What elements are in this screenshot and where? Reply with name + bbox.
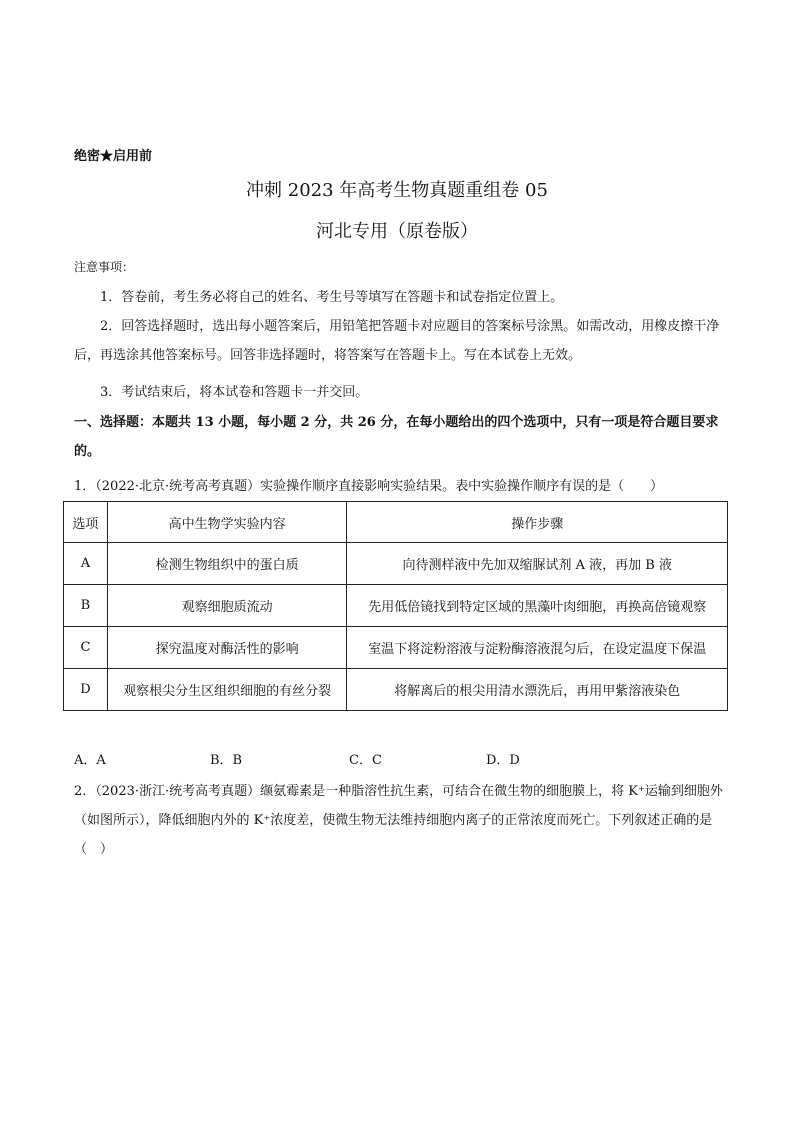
table-cell: 将解离后的根尖用清水漂洗后，再用甲紫溶液染色 (347, 669, 728, 711)
notice-item-3: 3．考试结束后，将本试卷和答题卡一并交回。 (100, 385, 369, 400)
table-cell: 室温下将淀粉溶液与淀粉酶溶液混匀后，在设定温度下保温 (347, 627, 728, 669)
table-row (64, 585, 728, 627)
question-2-stem: 2．（2023·浙江·统考高考真题）缬氨霉素是一种脂溶性抗生素，可结合在微生物的细胞膜上，将 K⁺运输到细胞外（如图所示），降低细胞内外的 K⁺浓度差，使微生物无法维持细胞内离子的正常浓度而死亡。下列叙述正确的是（ ） (74, 784, 723, 857)
table-cell: C (64, 627, 108, 669)
table-cell: 先用低倍镜找到特定区域的黑藻叶肉细胞，再换高倍镜观察 (347, 585, 728, 627)
table-cell: 观察根尖分生区组织细胞的有丝分裂 (107, 669, 347, 711)
table-header-row (64, 502, 728, 543)
table-cell: 观察细胞质流动 (107, 585, 347, 627)
table-row (64, 627, 728, 669)
confidential-label: 绝密★启用前 (74, 149, 153, 164)
page-subtitle: 河北专用（原卷版） (316, 221, 478, 242)
table-row (64, 543, 728, 585)
table-header-cell: 高中生物学实验内容 (107, 502, 347, 543)
question-1-option-d: D．D (486, 753, 520, 768)
experiment-table (63, 501, 728, 711)
table-cell: B (64, 585, 108, 627)
question-1-option-c: C．C (349, 753, 382, 768)
question-1-option-a: A．A (74, 753, 106, 768)
notice-item-1: 1．答卷前，考生务必将自己的姓名、考生号等填写在答题卡和试卷指定位置上。 (100, 290, 564, 305)
table-header-cell: 操作步骤 (347, 502, 728, 543)
table-cell: A (64, 543, 108, 585)
notice-heading: 注意事项： (74, 260, 135, 274)
table-cell: 向待测样液中先加双缩脲试剂 A 液，再加 B 液 (347, 543, 728, 585)
notice-item-2: 2．回答选择题时，选出每小题答案后，用铅笔把答题卡对应题目的答案标号涂黑。如需改动，用橡皮擦干净后，再选涂其他答案标号。回答非选择题时，将答案写在答题卡上。写在本试卷上无效。 (74, 319, 720, 363)
question-1-stem: 1．（2022·北京·统考高考真题）实验操作顺序直接影响实验结果。表中实验操作顺序有误的是（ ） (74, 479, 664, 494)
page-title: 冲刺 2023 年高考生物真题重组卷 05 (246, 180, 548, 201)
table-cell: D (64, 669, 108, 711)
section-heading: 一、选择题：本题共 13 小题，每小题 2 分，共 26 分，在每小题给出的四个选项中，只有一项是符合题目要求的。 (74, 415, 719, 459)
table-cell: 探究温度对酶活性的影响 (107, 627, 347, 669)
table-cell: 检测生物组织中的蛋白质 (107, 543, 347, 585)
question-1-option-b: B．B (210, 753, 243, 768)
table-header-cell: 选项 (64, 502, 108, 543)
table-row (64, 669, 728, 711)
